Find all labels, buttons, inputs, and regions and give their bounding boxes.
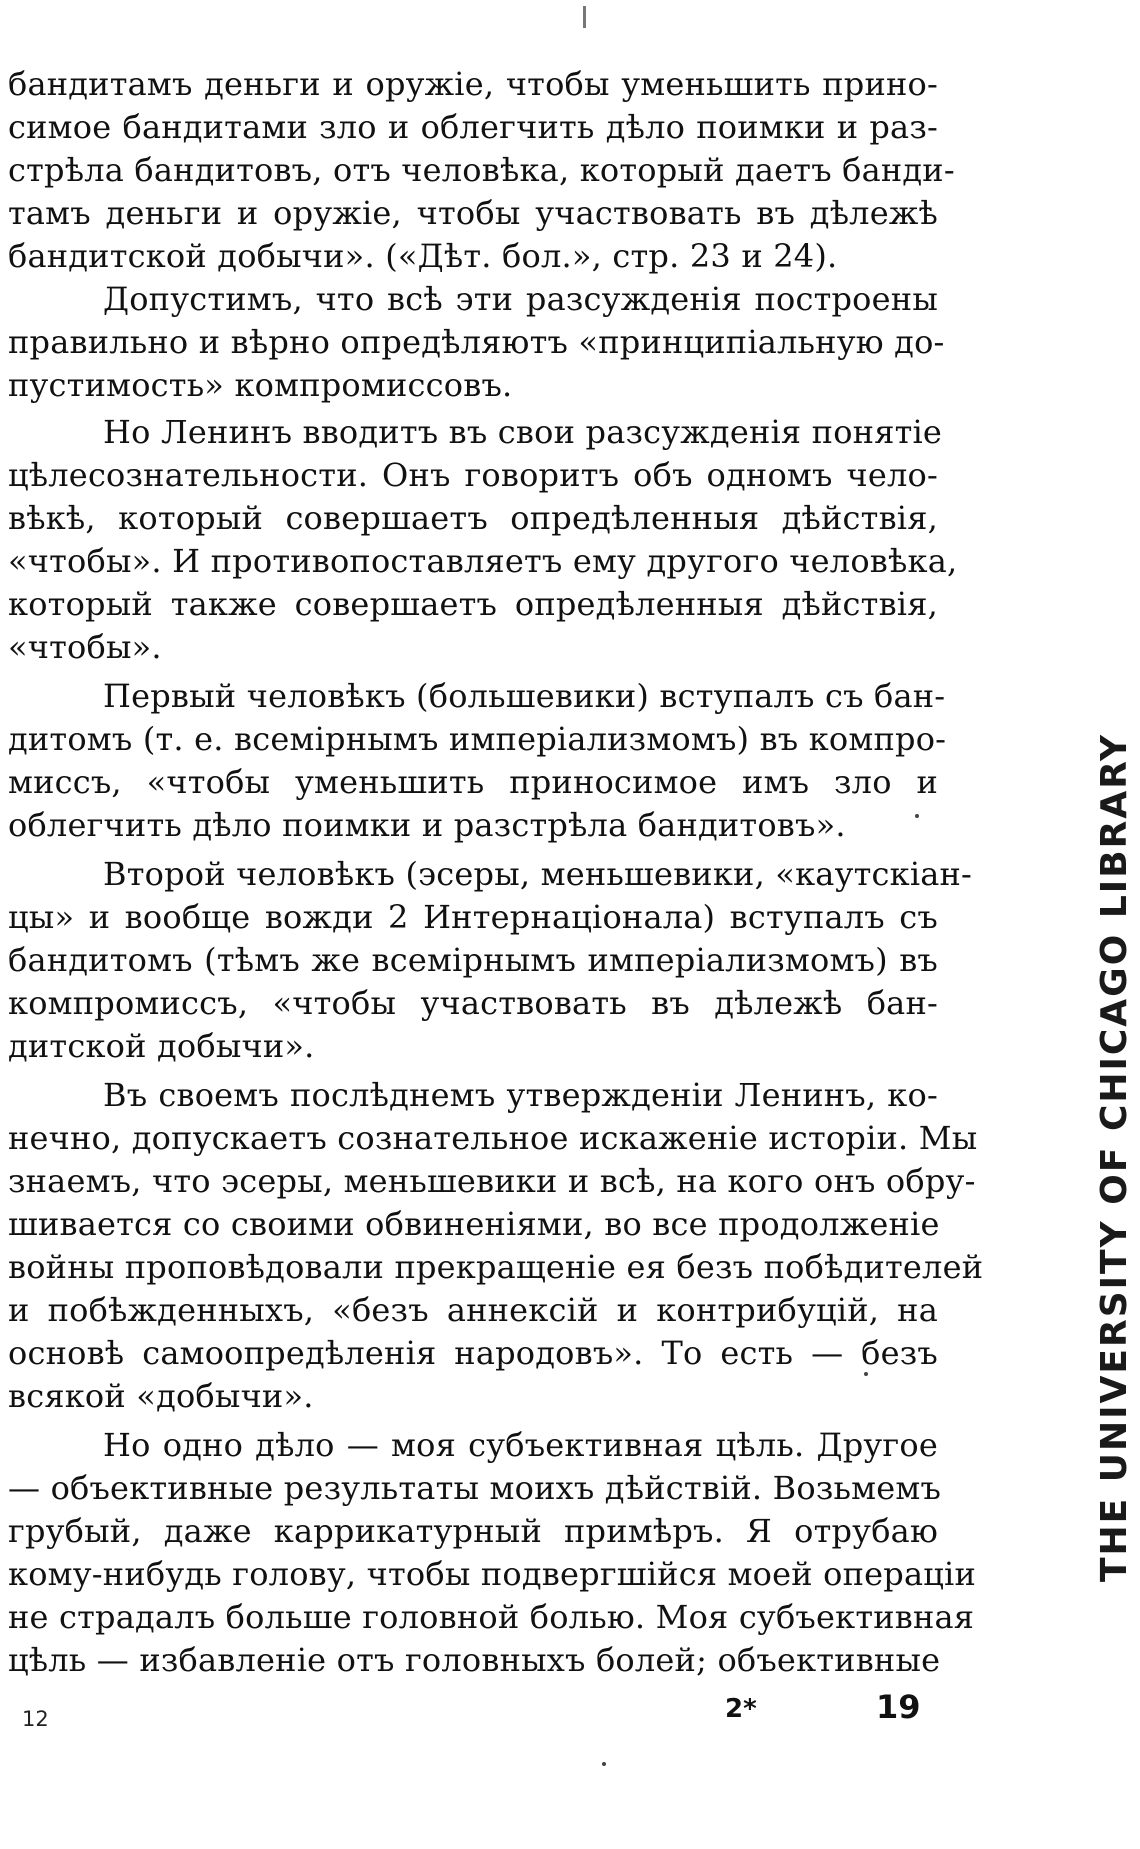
text-line: Допустимъ, что всѣ эти разсужденія построены bbox=[103, 280, 938, 318]
text-line: основѣ самоопредѣленія народовъ». То есть — безъ bbox=[8, 1334, 938, 1372]
text-line: бандитской добычи». («Дѣт. бол.», стр. 23 и 24). bbox=[8, 237, 838, 275]
text-line: — объективные результаты моихъ дѣйствій. Возьмемъ bbox=[8, 1469, 942, 1507]
text-line: дитомъ (т. е. всемірнымъ имперіализмомъ) въ компро- bbox=[8, 720, 947, 758]
text-line: кому-нибудь голову, чтобы подвергшійся моей операціи bbox=[8, 1555, 977, 1593]
text-line: знаемъ, что эсеры, меньшевики и всѣ, на кого онъ обру- bbox=[8, 1162, 976, 1200]
scan-speck bbox=[602, 1762, 606, 1766]
sheet-number: 12 bbox=[22, 1707, 49, 1731]
text-line: стрѣла бандитовъ, отъ человѣка, который даетъ банди- bbox=[8, 151, 955, 189]
text-line: который также совершаетъ опредѣленныя дѣйствія, bbox=[8, 585, 938, 623]
text-line: Но Ленинъ вводитъ въ свои разсужденія понятіе bbox=[103, 413, 943, 451]
text-line: пустимость» компромиссовъ. bbox=[8, 366, 513, 404]
text-line: Первый человѣкъ (большевики) вступалъ съ бан- bbox=[103, 677, 946, 715]
text-line: «чтобы». И противопоставляетъ ему другого человѣка, bbox=[8, 542, 958, 580]
text-line: бандитамъ деньги и оружіе, чтобы уменьшить прино- bbox=[8, 65, 938, 103]
library-stamp-text: THE UNIVERSITY OF CHICAGO LIBRARY bbox=[1094, 732, 1135, 1582]
text-line: всякой «добычи». bbox=[8, 1377, 314, 1415]
text-line: правильно и вѣрно опредѣляютъ «принципіальную до- bbox=[8, 323, 945, 361]
scan-speck bbox=[864, 1372, 868, 1376]
text-line: компромиссъ, «чтобы участвовать въ дѣлежѣ бан- bbox=[8, 984, 938, 1022]
text-line: грубый, даже каррикатурный примѣръ. Я отрубаю bbox=[8, 1512, 938, 1550]
scan-speck bbox=[915, 814, 919, 818]
text-line: «чтобы». bbox=[8, 628, 162, 666]
text-line: нечно, допускаетъ сознательное искаженіе исторіи. Мы bbox=[8, 1119, 978, 1157]
text-line: Въ своемъ послѣднемъ утвержденіи Ленинъ, ко- bbox=[103, 1076, 938, 1114]
text-line: облегчить дѣло поимки и разстрѣла бандитовъ». bbox=[8, 806, 846, 844]
text-line: шивается со своими обвиненіями, во все продолженіе bbox=[8, 1205, 940, 1243]
text-line: цѣлесознательности. Онъ говоритъ объ одномъ чело- bbox=[8, 456, 938, 494]
text-line: Второй человѣкъ (эсеры, меньшевики, «каутскіан- bbox=[103, 855, 973, 893]
text-line: цѣль — избавленіе отъ головныхъ болей; объективные bbox=[8, 1641, 941, 1679]
text-line: вѣкѣ, который совершаетъ опредѣленныя дѣйствія, bbox=[8, 499, 938, 537]
text-line: дитской добычи». bbox=[8, 1027, 315, 1065]
text-line: Но одно дѣло — моя субъективная цѣль. Другое bbox=[103, 1426, 938, 1464]
text-line: бандитомъ (тѣмъ же всемірнымъ имперіализмомъ) въ bbox=[8, 941, 938, 979]
text-line: и побѣжденныхъ, «безъ аннексій и контрибуцій, на bbox=[8, 1291, 938, 1329]
scan-mark bbox=[583, 6, 586, 28]
text-line: симое бандитами зло и облегчить дѣло поимки и раз- bbox=[8, 108, 938, 146]
text-line: миссъ, «чтобы уменьшить приносимое имъ зло и bbox=[8, 763, 938, 801]
text-line: тамъ деньги и оружіе, чтобы участвовать въ дѣлежѣ bbox=[8, 194, 938, 232]
text-line: войны проповѣдовали прекращеніе ея безъ побѣдителей bbox=[8, 1248, 984, 1286]
text-line: не страдалъ больше головной болью. Моя субъективная bbox=[8, 1598, 975, 1636]
text-line: цы» и вообще вожди 2 Интернаціонала) вступалъ съ bbox=[8, 898, 938, 936]
signature-mark: 2* bbox=[725, 1694, 757, 1724]
page-number: 19 bbox=[876, 1688, 921, 1726]
